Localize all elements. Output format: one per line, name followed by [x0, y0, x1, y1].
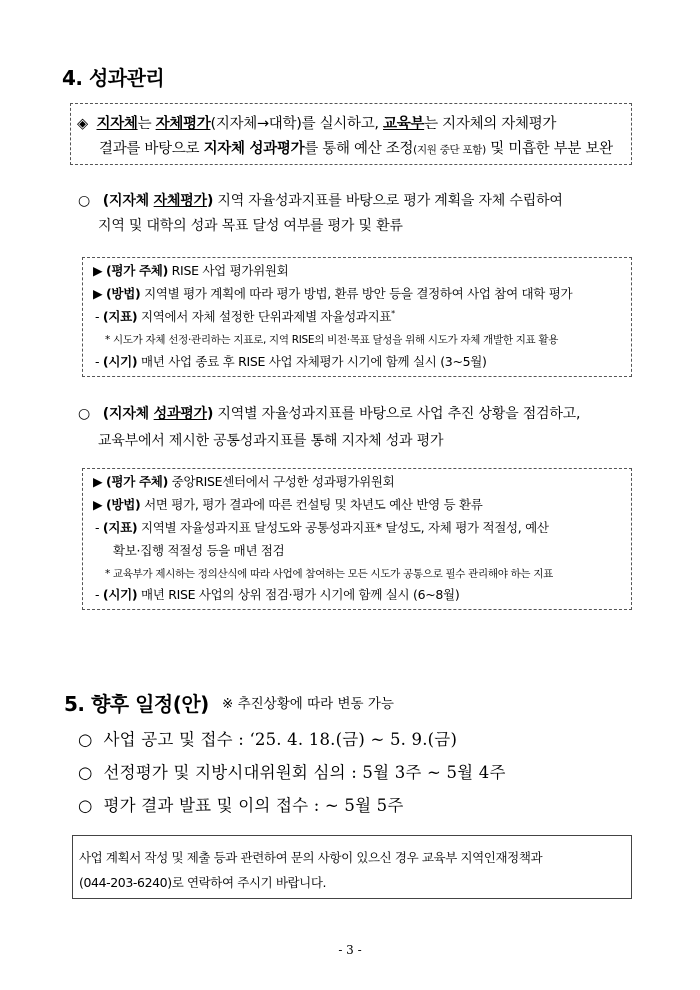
circle-bullet-icon: ○: [78, 193, 91, 209]
item1-box-head: (방법): [106, 286, 141, 301]
summary-term-ministry: 교육부: [383, 116, 425, 132]
item2-box-line-2: [93, 495, 483, 513]
schedule-text: 사업 공고 및 접수 : ‘25. 4. 18.(금) ~ 5. 9.(금): [103, 730, 458, 749]
item2-box-head: (지표): [102, 520, 138, 535]
summary-small-text: (지원 중단 포함): [413, 144, 486, 156]
item1-box-head: (평가 주체): [106, 263, 168, 278]
summary-line-2: [99, 137, 613, 158]
section-5-title: 5. 향후 일정(안): [64, 692, 209, 716]
item2-box-line-3: [95, 518, 549, 536]
section-4-title: 4. 성과관리: [62, 66, 165, 90]
item1-heading-post: ): [206, 193, 214, 209]
item2-box-head: (방법): [106, 497, 141, 512]
item2-detail-box: [82, 468, 632, 610]
summary-text: 는 지자체의 자체평가: [424, 116, 557, 132]
contact-line-1: 사업 계획서 작성 및 제출 등과 관련하여 문의 사항이 있으신 경우 교육부 지역인재정책과: [79, 850, 543, 865]
summary-box: [70, 103, 632, 165]
circle-bullet-icon: ○: [78, 796, 93, 815]
circle-bullet-icon: ○: [78, 730, 93, 749]
dash-bullet: -: [95, 520, 100, 535]
schedule-text: 선정평가 및 지방시대위원회 심의 : 5월 3주 ~ 5월 4주: [103, 763, 506, 782]
schedule-text: 평가 결과 발표 및 이의 접수 : ~ 5월 5주: [103, 796, 404, 815]
item1-text: 지역 자율성과지표를 바탕으로 평가 계획을 자체 수립하여: [213, 193, 563, 209]
triangle-bullet-icon: ▶: [93, 497, 103, 512]
contact-line-2: (044-203-6240)로 연락하여 주시기 바랍니다.: [79, 875, 327, 890]
item1-box-head: (지표): [102, 309, 138, 324]
item2-text: 지역별 자율성과지표를 바탕으로 사업 추진 상황을 점검하고,: [213, 406, 581, 422]
item1-box-head: (시기): [102, 354, 138, 369]
item2-heading-pre: (지자체: [102, 406, 154, 422]
item1-heading-term: 자체평가: [153, 193, 207, 209]
item2-line-2: 교육부에서 제시한 공통성과지표를 통해 지자체 성과 평가: [98, 433, 444, 449]
summary-term-performance-eval: 지자체 성과평가: [203, 141, 305, 157]
summary-text: 는: [137, 116, 156, 132]
summary-text: 및 미흡한 부분 보완: [485, 141, 613, 157]
item1-box-text: 매년 사업 종료 후 RISE 사업 자체평가 시기에 함께 실시 (3~5월): [137, 354, 487, 369]
item2-box-note: * 교육부가 제시하는 정의산식에 따라 사업에 참여하는 모든 시도가 공통으로 필수 관리해야 하는 지표: [105, 568, 554, 580]
footnote-mark: *: [391, 308, 395, 318]
item2-box-head: (시기): [102, 587, 138, 602]
summary-text: 결과를 바탕으로: [99, 141, 204, 157]
triangle-bullet-icon: ▶: [93, 263, 103, 278]
item1-box-text: 지역에서 자체 설정한 단위과제별 자율성과지표: [137, 309, 392, 324]
item2-box-text: 매년 RISE 사업의 상위 점검·평가 시기에 함께 실시 (6~8월): [137, 587, 460, 602]
summary-line-1: [77, 112, 556, 133]
item1-box-line-4: [95, 352, 487, 370]
item1-box-line-3: [95, 307, 395, 325]
circle-bullet-icon: ○: [78, 763, 93, 782]
section-5-note: ※ 추진상황에 따라 변동 가능: [222, 696, 394, 712]
item1-box-line-1: [93, 261, 288, 279]
item1-box-note: * 시도가 자체 선정·관리하는 지표로, 지역 RISE의 비전·목표 달성을 위해 시도가 자체 개발한 지표 활용: [105, 334, 559, 346]
page-number: - 3 -: [338, 943, 362, 957]
summary-text: (지자체→대학)를 실시하고,: [210, 116, 384, 132]
item2-box-line-3b: 확보·집행 적절성 등을 매년 점검: [113, 543, 285, 558]
schedule-item-1: [78, 726, 457, 750]
item2-box-line-1: [93, 472, 394, 490]
item1-box-line-2: [93, 284, 572, 302]
summary-term-self-eval: 자체평가: [155, 116, 211, 132]
item2-heading-post: ): [206, 406, 214, 422]
dash-bullet: -: [95, 587, 100, 602]
item1-box-text: RISE 사업 평가위원회: [168, 263, 289, 278]
item2-heading-term: 성과평가: [153, 406, 207, 422]
item2-box-head: (평가 주체): [106, 474, 168, 489]
item2-box-text: 중앙RISE센터에서 구성한 성과평가위원회: [168, 474, 395, 489]
diamond-bullet-icon: ◈: [77, 116, 88, 132]
item2-box-text: 지역별 자율성과지표 달성도와 공통성과지표* 달성도, 자체 평가 적절성, 예산: [137, 520, 549, 535]
summary-term-jijache: 지자체: [96, 116, 138, 132]
item2-line-1: [78, 403, 580, 423]
circle-bullet-icon: ○: [78, 406, 91, 422]
summary-text: 를 통해 예산 조정: [304, 141, 414, 157]
dash-bullet: -: [95, 354, 100, 369]
item1-heading-pre: (지자체: [102, 193, 154, 209]
contact-box: [72, 835, 632, 899]
schedule-item-3: [78, 792, 404, 816]
item1-line-2: 지역 및 대학의 성과 목표 달성 여부를 평가 및 환류: [98, 218, 403, 234]
item1-box-text: 지역별 평가 계획에 따라 평가 방법, 환류 방안 등을 결정하여 사업 참여 대학 평가: [140, 286, 573, 301]
dash-bullet: -: [95, 309, 100, 324]
triangle-bullet-icon: ▶: [93, 286, 103, 301]
item1-detail-box: [82, 257, 632, 377]
item1-line-1: [78, 190, 563, 210]
schedule-item-2: [78, 759, 506, 783]
item2-box-line-4: [95, 585, 459, 603]
item2-box-text: 서면 평가, 평가 결과에 따른 컨설팅 및 차년도 예산 반영 등 환류: [140, 497, 483, 512]
triangle-bullet-icon: ▶: [93, 474, 103, 489]
